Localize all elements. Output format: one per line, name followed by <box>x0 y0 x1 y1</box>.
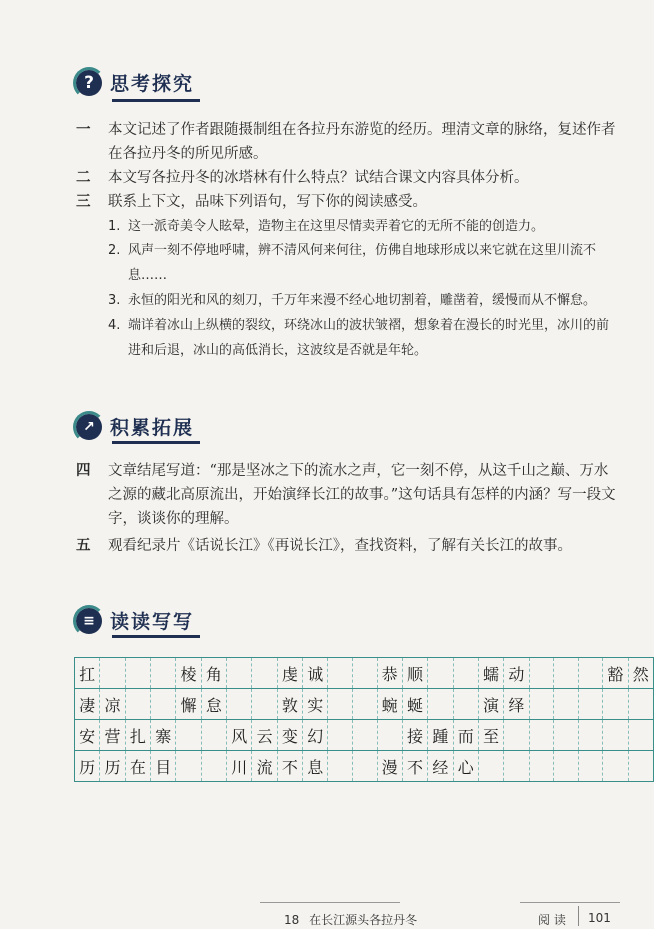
grid-cell: 不 <box>277 751 302 782</box>
grid-cell: 怠 <box>201 689 226 720</box>
sub-item-4: 4. 端详着冰山上纵横的裂纹，环绕冰山的波状皱褶，想象着在漫长的时光里，冰川的前进和后退，冰山的高低消长，这波纹是否就是年轮。 <box>108 318 610 358</box>
question-mark-icon: ? <box>76 70 102 96</box>
page-number: 101 <box>588 911 611 925</box>
grid-cell <box>151 658 176 689</box>
sub-item-3: 3. 永恒的阳光和风的刻刀，千万年来漫不经心地切割着，雕凿着，缓慢而从不懈怠。 <box>108 293 597 308</box>
grid-cell: 踵 <box>428 720 453 751</box>
grid-cell: 虔 <box>277 658 302 689</box>
grid-cell <box>252 689 277 720</box>
grid-cell <box>453 689 478 720</box>
footer-rule <box>260 902 400 903</box>
grid-cell <box>578 720 603 751</box>
grid-cell: 不 <box>402 751 427 782</box>
grid-cell: 懈 <box>176 689 201 720</box>
grid-cell <box>554 751 579 782</box>
grid-cell <box>125 658 150 689</box>
question-2: 二 本文写各拉丹冬的冰塔林有什么特点？试结合课文内容具体分析。 <box>76 170 529 186</box>
section-header-extend <box>76 413 194 440</box>
grid-cell: 经 <box>428 751 453 782</box>
grid-cell: 豁 <box>603 658 628 689</box>
grid-cell <box>554 658 579 689</box>
grid-cell <box>504 720 529 751</box>
grid-cell <box>201 751 226 782</box>
grid-cell <box>554 689 579 720</box>
footer-unit: 阅 读 <box>538 913 566 927</box>
grid-cell: 凉 <box>100 689 125 720</box>
grid-cell: 川 <box>227 751 252 782</box>
grid-cell <box>227 658 252 689</box>
grid-cell <box>628 751 654 782</box>
grid-cell <box>352 720 377 751</box>
grid-cell <box>603 751 628 782</box>
section-underline <box>112 635 200 638</box>
grid-cell: 在 <box>125 751 150 782</box>
grid-cell <box>578 689 603 720</box>
grid-cell: 敦 <box>277 689 302 720</box>
grid-cell <box>478 751 503 782</box>
grid-cell: 恭 <box>377 658 402 689</box>
sub-item-1: 1. 这一派奇美令人眩晕，造物主在这里尽情卖弄着它的无所不能的创造力。 <box>108 219 545 234</box>
grid-cell: 变 <box>277 720 302 751</box>
grid-cell <box>529 658 554 689</box>
lesson-number: 18 <box>284 913 300 927</box>
grid-cell <box>529 751 554 782</box>
grid-cell <box>428 658 453 689</box>
grid-cell: 顺 <box>402 658 427 689</box>
grid-cell: 实 <box>303 689 328 720</box>
grid-cell <box>603 720 628 751</box>
question-4: 四 文章结尾写道：“那是坚冰之下的流水之声，它一刻不停，从这千山之巅、万水之源的藏北高原流出，开始演绎长江的故事。”这句话具有怎样的内涵？写一段文字，谈谈你的理解。 <box>76 463 616 527</box>
grid-cell: 历 <box>100 751 125 782</box>
grid-cell: 风 <box>227 720 252 751</box>
grid-cell: 凄 <box>75 689 100 720</box>
grid-cell <box>252 658 277 689</box>
grid-cell: 幻 <box>303 720 328 751</box>
grid-cell <box>529 720 554 751</box>
grid-cell <box>529 689 554 720</box>
grid-cell <box>328 689 353 720</box>
grid-cell <box>328 720 353 751</box>
grid-cell: 目 <box>151 751 176 782</box>
grid-row <box>75 751 654 782</box>
section-title: 思考探究 <box>110 73 195 95</box>
grid-cell: 历 <box>75 751 100 782</box>
grid-cell: 然 <box>628 658 654 689</box>
question-3: 三 联系上下文，品味下列语句，写下你的阅读感受。 <box>76 194 427 210</box>
grid-cell <box>201 720 226 751</box>
grid-cell: 角 <box>201 658 226 689</box>
vocabulary-grid <box>74 657 654 782</box>
grid-cell: 蠕 <box>478 658 503 689</box>
grid-cell <box>628 689 654 720</box>
grid-cell: 演 <box>478 689 503 720</box>
grid-cell: 扎 <box>125 720 150 751</box>
grid-cell <box>504 751 529 782</box>
grid-cell: 蜿 <box>377 689 402 720</box>
grid-cell <box>100 658 125 689</box>
grid-cell <box>453 658 478 689</box>
grid-cell <box>352 751 377 782</box>
list-icon: ≡ <box>76 608 102 634</box>
grid-cell <box>176 720 201 751</box>
section-underline <box>112 441 200 444</box>
grid-cell: 接 <box>402 720 427 751</box>
grid-cell <box>578 751 603 782</box>
grid-cell: 诚 <box>303 658 328 689</box>
grid-cell: 扛 <box>79 664 96 684</box>
grid-cell <box>352 689 377 720</box>
grid-cell: 漫 <box>377 751 402 782</box>
section-title: 读读写写 <box>110 611 195 633</box>
grid-cell: 安 <box>75 720 100 751</box>
grid-cell: 寨 <box>151 720 176 751</box>
grid-cell <box>377 720 402 751</box>
grid-cell <box>554 720 579 751</box>
grid-cell <box>227 689 252 720</box>
grid-cell <box>603 689 628 720</box>
grid-cell: 棱 <box>176 658 201 689</box>
grid-cell <box>352 658 377 689</box>
grid-cell <box>578 658 603 689</box>
grid-cell: 至 <box>478 720 503 751</box>
target-arrow-icon: ↗ <box>76 414 102 440</box>
grid-cell: 绎 <box>504 689 529 720</box>
section-underline <box>112 99 200 102</box>
grid-cell <box>125 689 150 720</box>
grid-row <box>75 689 654 720</box>
grid-cell: 息 <box>303 751 328 782</box>
question-1: 一 本文记述了作者跟随摄制组在各拉丹东游览的经历。理清文章的脉络，复述作者在各拉丹冬的所见所感。 <box>76 122 616 162</box>
sub-item-2: 2. 风声一刻不停地呼啸，辨不清风何来何往，仿佛自地球形成以来它就在这里川流不息…… <box>108 243 597 283</box>
grid-cell: 营 <box>100 720 125 751</box>
footer-lesson <box>284 911 417 928</box>
grid-cell: 而 <box>453 720 478 751</box>
grid-cell: 心 <box>453 751 478 782</box>
grid-cell <box>428 689 453 720</box>
grid-cell: 蜒 <box>402 689 427 720</box>
section-header-think <box>76 69 194 96</box>
grid-cell <box>328 658 353 689</box>
grid-row <box>75 720 654 751</box>
footer-divider <box>578 906 579 926</box>
grid-cell <box>628 720 654 751</box>
lesson-title: 在长江源头各拉丹冬 <box>309 913 418 927</box>
section-header-readwrite <box>76 607 194 634</box>
grid-cell: 流 <box>252 751 277 782</box>
grid-cell: 云 <box>252 720 277 751</box>
grid-cell: 动 <box>504 658 529 689</box>
grid-cell <box>176 751 201 782</box>
grid-cell <box>151 689 176 720</box>
footer-rule <box>520 902 620 903</box>
question-5: 五 观看纪录片《话说长江》《再说长江》，查找资料，了解有关长江的故事。 <box>76 538 572 554</box>
section-title: 积累拓展 <box>110 417 195 439</box>
grid-row <box>75 658 654 689</box>
grid-cell <box>328 751 353 782</box>
